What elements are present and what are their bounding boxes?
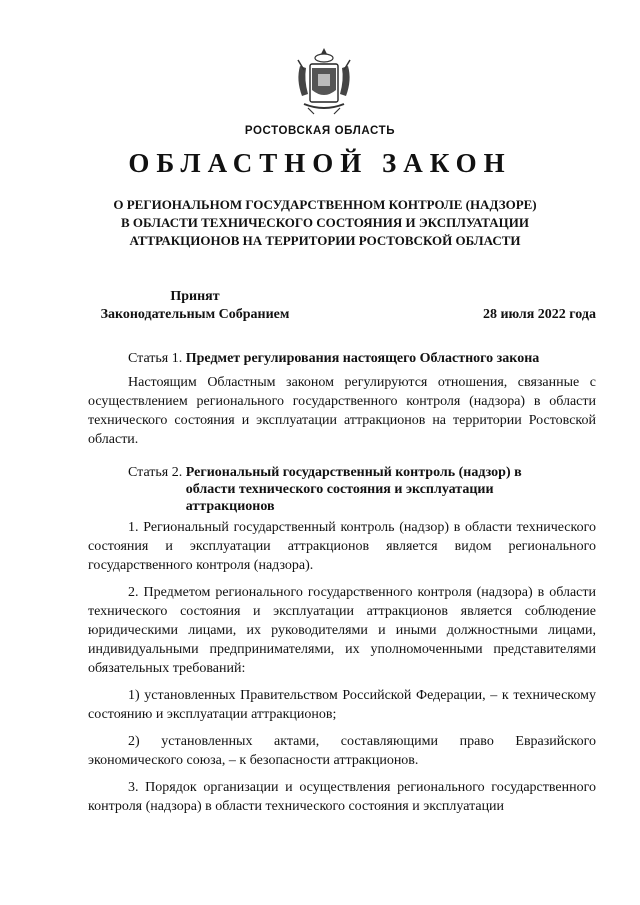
region-name: РОСТОВСКАЯ ОБЛАСТЬ: [244, 125, 396, 137]
adopted-word: Принят: [170, 289, 220, 304]
article-2-paragraph-1: 1. Региональный государственный контроль (надзор) в области технического состояния и эксплуатации аттракционов является видом регионального государственного контроля (надзора).: [88, 520, 596, 573]
article-1-name: Предмет регулирования настоящего Областного закона: [185, 351, 540, 366]
article-2-paragraph-2: 2. Предметом регионального государственного контроля (надзора) в области технического состояния и эксплуатации аттракционов является соблюдение юридическими лицами, их руководителями и иными должностными лицами, индивидуальными предпринимателями, их уполномоченными представителями обязательных требований:: [88, 585, 596, 676]
title-line-1: О РЕГИОНАЛЬНОМ ГОСУДАРСТВЕННОМ КОНТРОЛЕ (НАДЗОРЕ): [113, 197, 537, 212]
adopted-by: Законодательным Собранием: [100, 307, 290, 322]
coat-of-arms-icon: [294, 46, 354, 116]
article-2-body: [88, 518, 596, 824]
article-2-paragraph-3: 3. Порядок организации и осуществления регионального государственного контроля (надзора) в области технического состояния и эксплуатации: [88, 780, 596, 814]
title-line-2: В ОБЛАСТИ ТЕХНИЧЕСКОГО СОСТОЯНИЯ И ЭКСПЛУАТАЦИИ: [120, 215, 529, 230]
article-2-heading: [128, 464, 596, 515]
article-1-heading: [128, 350, 596, 367]
article-2-number: Статья 2.: [128, 465, 183, 480]
article-1-number: Статья 1.: [128, 351, 183, 366]
document-title: [70, 196, 580, 250]
article-1-paragraph: Настоящим Областным законом регулируются отношения, связанные с осуществлением регионального государственного контроля (надзора) в области технического состояния и эксплуатации аттракционов на территории Ростовской области.: [88, 375, 596, 447]
article-2-item-1: 1) установленных Правительством Российской Федерации, – к техническому состоянию и эксплуатации аттракционов;: [88, 688, 596, 722]
adoption-date: 28 июля 2022 года: [482, 307, 596, 322]
article-2-item-2: 2) установленных актами, составляющими право Евразийского экономического союза, – к безопасности аттракционов.: [88, 734, 596, 768]
article-1-body: [88, 373, 596, 457]
article-2-name: Региональный государственный контроль (надзор) в области технического состояния и эксплуатации аттракционов: [185, 465, 522, 514]
document-type: ОБЛАСТНОЙ ЗАКОН: [128, 148, 512, 178]
title-line-3: АТТРАКЦИОНОВ НА ТЕРРИТОРИИ РОСТОВСКОЙ ОБЛАСТИ: [129, 233, 521, 248]
adoption-block: [90, 288, 300, 324]
